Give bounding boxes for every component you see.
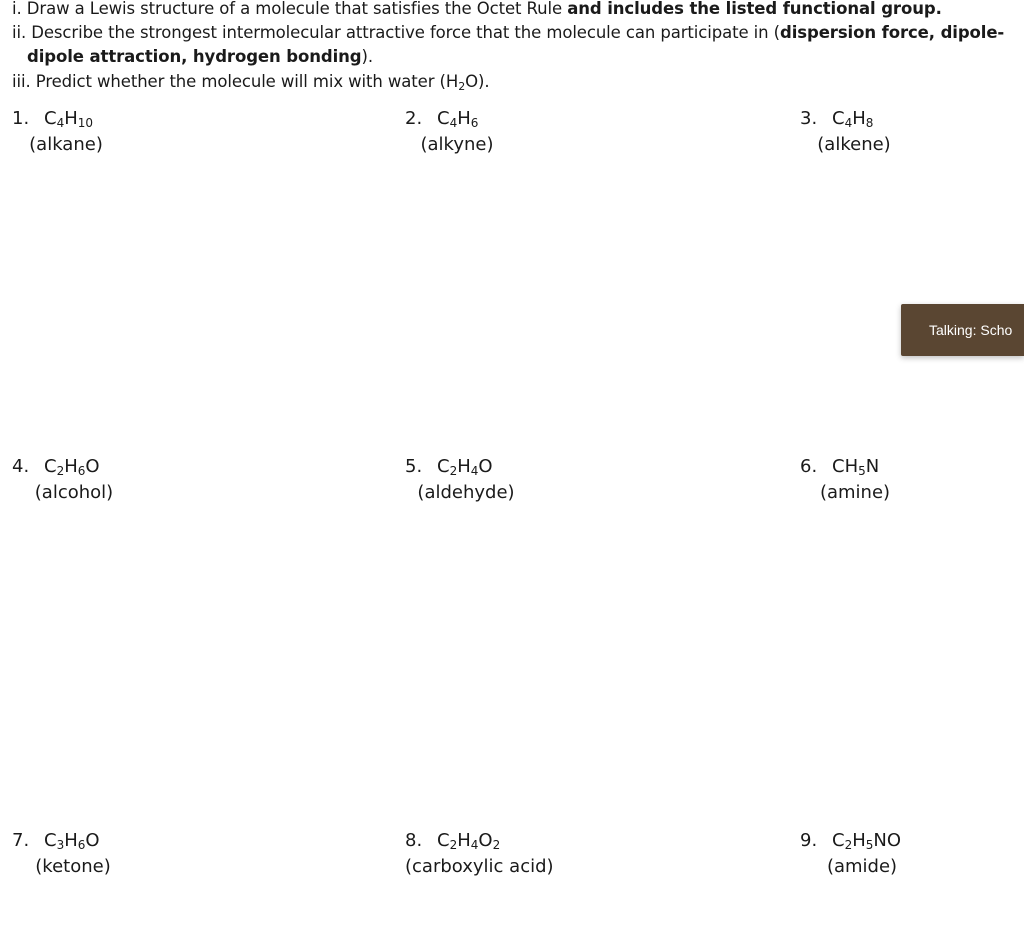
problem-1 (12, 106, 120, 158)
formula-subscript: 4 (470, 464, 479, 478)
functional-group-label: (alkyne) (420, 134, 494, 155)
formula-text: C (44, 830, 57, 851)
formula-text: C (437, 108, 450, 129)
functional-group-label: (alkene) (817, 134, 891, 155)
instruction-iii-text-before: Predict whether the molecule will mix with water (H (30, 72, 459, 91)
problem-3 (800, 106, 908, 158)
problem-number: 6. (800, 456, 818, 477)
formula-text: C (832, 830, 845, 851)
formula-text: H (457, 108, 471, 129)
instruction-ii-marker: ii. (12, 23, 27, 42)
functional-group-label: (carboxylic acid) (405, 856, 554, 877)
functional-group-label: (amide) (826, 856, 898, 877)
formula-subscript: 5 (865, 838, 874, 852)
instruction-i-marker: i. (12, 0, 22, 18)
problem-9 (800, 828, 924, 880)
problem-number: 3. (800, 108, 818, 129)
formula-text: C (44, 456, 57, 477)
formula-text: N (865, 456, 880, 477)
formula-subscript: 8 (865, 116, 874, 130)
problem-4 (12, 454, 136, 506)
instruction-i-text: Draw a Lewis structure of a molecule that satisfies the Octet Rule (21, 0, 568, 18)
formula-subscript: 4 (470, 838, 479, 852)
formula-text: NO (873, 830, 902, 851)
formula-subscript: 4 (56, 116, 65, 130)
formula-subscript: 6 (77, 464, 86, 478)
problem-2 (405, 106, 509, 158)
molecular-formula (437, 108, 478, 129)
formula-subscript: 6 (77, 838, 86, 852)
formula-text: H (64, 108, 78, 129)
instruction-iii-marker: iii. (12, 72, 31, 91)
formula-subscript: 2 (492, 838, 501, 852)
problem-number: 9. (800, 830, 818, 851)
problem-number: 1. (12, 108, 30, 129)
formula-text: O (478, 456, 493, 477)
formula-text: H (852, 108, 866, 129)
formula-text: H (64, 830, 78, 851)
formula-text: H (457, 456, 471, 477)
problem-number: 5. (405, 456, 423, 477)
instruction-iii (12, 70, 489, 94)
formula-text: O (478, 830, 493, 851)
formula-subscript: 6 (470, 116, 479, 130)
formula-text: H (457, 830, 471, 851)
formula-text: O (85, 456, 100, 477)
molecular-formula (44, 108, 93, 129)
formula-subscript: 2 (449, 838, 458, 852)
molecular-formula (44, 830, 100, 851)
problem-number: 4. (12, 456, 30, 477)
formula-text: O (85, 830, 100, 851)
molecular-formula (437, 456, 493, 477)
instruction-ii-text: Describe the strongest intermolecular attractive force that the molecule can participate in ( (26, 23, 780, 42)
problem-6 (800, 454, 910, 506)
molecular-formula (44, 456, 100, 477)
functional-group-label: (alcohol) (34, 482, 114, 503)
molecular-formula (832, 830, 901, 851)
formula-subscript: 4 (449, 116, 458, 130)
instruction-ii (12, 21, 1004, 45)
instruction-ii-tail: ). (361, 47, 373, 66)
functional-group-label: (amine) (819, 482, 891, 503)
formula-subscript: 3 (56, 838, 65, 852)
formula-subscript: 2 (844, 838, 853, 852)
formula-text: H (852, 830, 866, 851)
problem-number: 7. (12, 830, 30, 851)
functional-group-label: (ketone) (35, 856, 111, 877)
formula-subscript: 4 (844, 116, 853, 130)
instruction-i-bold: and includes the listed functional group. (567, 0, 942, 18)
formula-text: C (437, 456, 450, 477)
problem-8 (405, 828, 554, 880)
formula-subscript: 2 (56, 464, 65, 478)
instruction-ii-bold-line2: dipole attraction, hydrogen bonding (27, 47, 362, 66)
instruction-iii-text-after: O). (465, 72, 490, 91)
formula-text: C (44, 108, 57, 129)
molecular-formula (832, 108, 873, 129)
problem-7 (12, 828, 134, 880)
problem-number: 8. (405, 830, 423, 851)
formula-subscript: 5 (858, 464, 866, 478)
formula-subscript: 2 (449, 464, 458, 478)
molecular-formula (832, 456, 879, 477)
formula-text: CH (832, 456, 859, 477)
instruction-ii-bold-line1: dispersion force, dipole- (780, 23, 1005, 42)
formula-subscript: 10 (77, 116, 94, 130)
functional-group-label: (aldehyde) (417, 482, 515, 503)
instruction-i (12, 0, 942, 21)
problem-number: 2. (405, 108, 423, 129)
formula-text: C (437, 830, 450, 851)
functional-group-label: (alkane) (29, 134, 103, 155)
instruction-ii-continued (27, 45, 373, 69)
formula-text: C (832, 108, 845, 129)
talking-indicator-tag[interactable]: Talking: Scho (901, 304, 1024, 356)
molecular-formula (437, 830, 500, 851)
formula-text: H (64, 456, 78, 477)
instruction-iii-subscript: 2 (458, 80, 466, 93)
problem-5 (405, 454, 527, 506)
